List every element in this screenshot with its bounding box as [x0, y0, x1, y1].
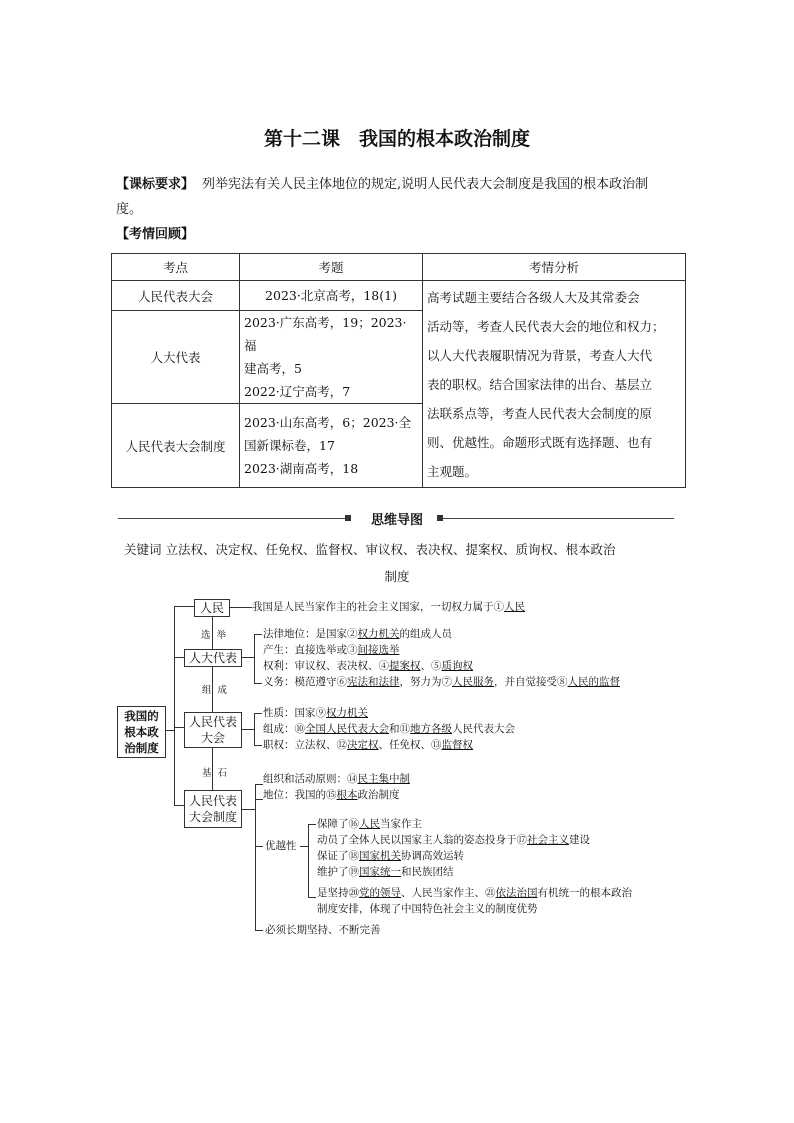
- deputy-item: [263, 659, 473, 673]
- label-foundation: 基石: [202, 768, 234, 779]
- connector: [255, 846, 263, 847]
- connector: [174, 805, 184, 806]
- connector: [174, 606, 194, 607]
- bracket-superiority: [308, 824, 309, 898]
- table-cell-point: 人民代表大会: [112, 281, 240, 311]
- analysis-line: 则、优越性。命题形式既有选择题、也有: [427, 434, 653, 450]
- connector: [174, 727, 184, 728]
- table-cell-questions: [240, 404, 423, 488]
- connector: [230, 607, 252, 608]
- question-line: 2023·北京高考，18(1): [265, 288, 397, 303]
- node-system: [184, 790, 242, 828]
- table-header-row: [112, 254, 686, 281]
- table-header: 考题: [240, 254, 423, 281]
- answer: 依法治国: [495, 887, 538, 899]
- connector: [308, 897, 316, 898]
- superiority-summary: [317, 886, 632, 900]
- connector: [308, 824, 316, 825]
- answer: 人民服务: [452, 676, 494, 688]
- connector: [254, 713, 262, 714]
- answer: 国家机关: [359, 850, 401, 862]
- root-line: 我国的: [124, 709, 159, 723]
- answer: 民主集中制: [357, 773, 410, 785]
- text-pre: 动员了全体人民以国家主人翁的姿态投身于⑰: [317, 834, 527, 846]
- label-elect: 选举: [201, 630, 233, 641]
- node-line: 人民代表: [188, 794, 237, 808]
- bracket-deputies: [254, 634, 255, 684]
- root-node: [117, 706, 166, 758]
- congress-item: [263, 738, 473, 752]
- superiority-item: [317, 849, 464, 863]
- answer: 人民: [359, 818, 380, 830]
- text-post: 和⑪: [389, 723, 410, 735]
- question-line: 建高考，5: [244, 361, 302, 376]
- connector: [254, 745, 262, 746]
- system-item: [263, 772, 410, 786]
- answer: 党的领导: [359, 887, 401, 899]
- answer: 权力机关: [357, 628, 400, 640]
- exam-review-label: 【考情回顾】: [116, 227, 195, 242]
- label-compose: 组成: [202, 685, 234, 696]
- question-line: 国新课标卷，17: [244, 438, 335, 453]
- answer: 提案权: [389, 660, 421, 672]
- deputy-item: [263, 675, 620, 689]
- answer: 全国人民代表大会: [305, 723, 389, 735]
- connector: [242, 729, 254, 730]
- node-line: 人民代表: [188, 715, 237, 729]
- answer: 宪法和法律: [347, 676, 400, 688]
- text-pre: 地位：我国的⑮: [263, 789, 337, 801]
- table-cell-point: 人大代表: [112, 311, 240, 404]
- bracket-congress: [254, 713, 255, 746]
- answer: 地方各级: [410, 723, 452, 735]
- keywords-line1: 关键词 立法权、决定权、任免权、监督权、审议权、表决权、提案权、质询权、根本政治: [124, 542, 616, 557]
- answer: 根本: [336, 789, 358, 801]
- question-line: 2022·辽宁高考，7: [244, 384, 351, 399]
- analysis-line: 法联系点等，考查人民代表大会制度的原: [427, 405, 653, 421]
- connector: [300, 846, 308, 847]
- answer: 决定权: [347, 739, 379, 751]
- table-row: [112, 281, 686, 311]
- table-cell-questions: [240, 281, 423, 311]
- node-people: 人民: [194, 599, 230, 617]
- connector: [255, 799, 263, 800]
- node-line: 大会制度: [188, 810, 237, 824]
- deputy-item: [263, 627, 452, 641]
- text-pre: 维护了⑲: [317, 866, 359, 878]
- superiority-item: [317, 865, 454, 879]
- text-post: 协调高效运转: [401, 850, 464, 862]
- text-post: ，努力为⑦: [399, 676, 452, 688]
- answer: 质询权: [441, 660, 473, 672]
- analysis-line: 活动等，考查人民代表大会的地位和权力；: [427, 318, 665, 334]
- text-post: 有机统一的根本政治: [537, 887, 632, 899]
- text-post: 当家作主: [380, 818, 422, 830]
- text-post: 人民代表大会: [452, 723, 515, 735]
- divider-right: [442, 518, 674, 519]
- table-cell-point: 人民代表大会制度: [112, 404, 240, 488]
- curriculum-requirement: [116, 172, 696, 197]
- text-post: 、⑤: [420, 660, 442, 672]
- text-post: 政治制度: [357, 789, 400, 801]
- table-header: 考点: [112, 254, 240, 281]
- connector: [254, 683, 262, 684]
- text-pre: 组成：⑩: [263, 723, 305, 735]
- root-line: 治制度: [124, 741, 159, 755]
- text-pre: 义务：模范遵守⑥: [263, 676, 347, 688]
- connector: [255, 930, 263, 931]
- answer: 人民: [504, 601, 525, 613]
- connector: [166, 730, 174, 731]
- analysis-line: 以人大代表履职情况为背景，考查人大代: [427, 347, 653, 363]
- curriculum-text-line1: 列举宪法有关人民主体地位的规定,说明人民代表大会制度是我国的根本政治制: [202, 177, 649, 192]
- analysis-line: 表的职权。结合国家法律的出台、基层立: [427, 376, 653, 392]
- superiority-summary-line2: 制度安排，体现了中国特色社会主义的制度优势: [317, 903, 538, 915]
- deputy-item: [263, 643, 400, 657]
- text-post: 、任免权、⑬: [378, 739, 442, 751]
- curriculum-text-line2: 度。: [116, 202, 143, 217]
- answer: 人民的监督: [567, 676, 620, 688]
- node-congress: [184, 712, 242, 748]
- superiority-label: 优越性: [265, 840, 297, 852]
- connector-trunk: [174, 606, 175, 806]
- persist-text: 必须长期坚持、不断完善: [265, 924, 381, 936]
- answer: 间接选举: [357, 644, 400, 656]
- superiority-item: [317, 833, 590, 847]
- text-pre: 我国是人民当家作主的社会主义国家，一切权力属于①: [252, 601, 504, 613]
- text-post: 、人民当家作主、㉑: [401, 887, 496, 899]
- system-item: [263, 788, 400, 802]
- question-line: 2023·山东高考，6；2023·全: [244, 415, 412, 430]
- connector: [242, 809, 255, 810]
- section-heading: 思维导图: [370, 513, 423, 528]
- connector: [242, 657, 254, 658]
- table-cell-questions: [240, 311, 423, 404]
- text-pre: 保障了⑯: [317, 818, 359, 830]
- text-pre: 保证了⑱: [317, 850, 359, 862]
- connector: [255, 784, 263, 785]
- connector: [254, 634, 262, 635]
- exam-table: [111, 253, 686, 488]
- answer: 监督权: [441, 739, 473, 751]
- question-line: 2023·湖南高考，18: [244, 461, 359, 476]
- analysis-line: 高考试题主要结合各级人大及其常委会: [427, 289, 640, 305]
- bracket-system: [255, 784, 256, 931]
- text-pre: 产生：直接选举或③: [263, 644, 358, 656]
- question-line: 2023·广东高考，19；2023·福: [244, 315, 407, 353]
- text-post: ，并自觉接受⑧: [494, 676, 568, 688]
- answer: 社会主义: [527, 834, 569, 846]
- curriculum-label: 【课标要求】: [116, 177, 195, 192]
- table-header: 考情分析: [423, 254, 686, 281]
- people-text: [252, 600, 525, 614]
- text-post: 的组成人员: [399, 628, 452, 640]
- superiority-item: [317, 817, 422, 831]
- table-cell-analysis: [423, 281, 686, 488]
- text-pre: 组织和活动原则：⑭: [263, 773, 358, 785]
- text-post: 建设: [569, 834, 590, 846]
- node-line: 大会: [200, 731, 225, 745]
- root-line: 根本政: [124, 725, 159, 739]
- page-title: 第十二课 我国的根本政治制度: [263, 128, 530, 150]
- answer: 国家统一: [359, 866, 401, 878]
- connector: [174, 657, 184, 658]
- text-pre: 职权：立法权、⑫: [263, 739, 347, 751]
- text-pre: 性质：国家⑨: [263, 707, 326, 719]
- text-post: 和民族团结: [401, 866, 454, 878]
- analysis-line: 主观题。: [427, 463, 478, 479]
- text-pre: 权利：审议权、表决权、④: [263, 660, 389, 672]
- congress-item: [263, 722, 515, 736]
- node-deputies: 人大代表: [184, 649, 242, 667]
- answer: 权力机关: [326, 707, 368, 719]
- congress-item: [263, 706, 368, 720]
- text-pre: 是坚持⑳: [317, 887, 359, 899]
- keywords-line2: 制度: [384, 569, 410, 584]
- text-pre: 法律地位：是国家②: [263, 628, 358, 640]
